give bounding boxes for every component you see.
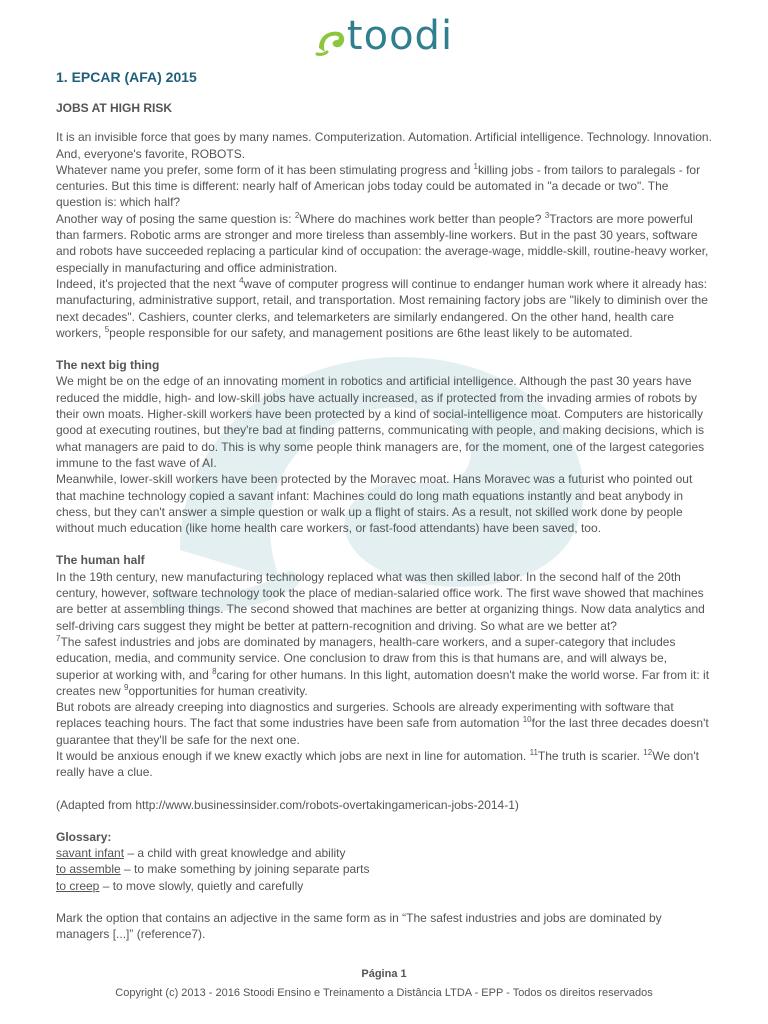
- reference-3: 3: [544, 210, 550, 220]
- copyright-notice: Copyright (c) 2013 - 2016 Stoodi Ensino e Treinamento a Distância LTDA - EPP - Todos os direitos reservados: [115, 987, 653, 999]
- reference-5: 5: [104, 324, 110, 334]
- reference-4: 4: [239, 275, 244, 285]
- reference-11: 11: [529, 747, 538, 757]
- reference-8: 8: [212, 666, 217, 676]
- article-title: JOBS AT HIGH RISK: [56, 101, 173, 115]
- glossary-term: to creep: [56, 878, 100, 893]
- reference-1: 1: [473, 161, 478, 171]
- glossary-item: to assemble – to make something by joining separate parts: [56, 862, 370, 877]
- logo-text: toodi: [346, 13, 454, 59]
- stoodi-leaf-icon: [315, 24, 349, 58]
- glossary-item: savant infant – a child with great knowledge and ability: [56, 846, 346, 861]
- glossary-term: to assemble: [56, 862, 121, 877]
- paragraph-7: In the 19th century, new manufacturing technology replaced what was then skilled labor. In the second half of the 20th century, however, software technology took the place of median-salaried office work. The first wave showed that machines are better at assembling things. The second showed that machines are better at organizing things. Now data analytics and self-driving cars suggest they might be better at pattern-recognition and driving. So what are we better at?: [56, 569, 705, 633]
- source-citation: (Adapted from http://www.businessinsider.com/robots-overtakingamerican-jobs-2014-1): [56, 797, 519, 812]
- paragraph-5: We might be on the edge of an innovating moment in robotics and artificial intelligence. Although the past 30 years have reduced the middle, high- and low-skill jobs have actually increased, as if protected from the invading armies of robots by their own moats. Higher-skill workers have been protected by a kind of social-intelligence moat. Computers are historically good at executing routines, but they're bad at finding patterns, communicating with people, and making decisions, which is what managers are paid to do. This is why some people think managers are, for the moment, one of the largest categories immune to the fast wave of AI.: [56, 374, 705, 470]
- page-number: Página 1: [361, 968, 407, 980]
- glossary-heading: Glossary:: [56, 829, 112, 844]
- section-heading-next-big-thing: The next big thing: [56, 358, 160, 373]
- paragraph-9: But robots are already creeping into diagnostics and surgeries. Schools are already experimenting with software that replaces teaching hours. The fact that some industries have been safe from automation $^{10}$for the last three decades doesn't guarantee that they'll be safe for the next one.: [56, 700, 709, 747]
- reference-7: 7: [56, 633, 61, 643]
- brand-logo[interactable]: [0, 14, 768, 58]
- paragraph-3: Another way of posing the same question is: $^2$Where do machines work better than people? $^3$Tractors are more powerful than farmers. Robotic arms are stronger and more tireless than assembly-line workers. But in the past 30 years, software and robots have succeeded replacing a particular kind of occupation: the average-wage, middle-skill, routine-heavy worker, especially in manufacturing and office administration.: [56, 210, 709, 275]
- section-heading-human-half: The human half: [56, 553, 145, 568]
- glossary-term: savant infant: [56, 846, 125, 861]
- reference-10: 10: [522, 715, 532, 725]
- document-body: [56, 60, 712, 943]
- reference-9: 9: [124, 682, 129, 692]
- paragraph-10: It would be anxious enough if we knew exactly which jobs are next in line for automation. $^{11}$The truth is scarier. $^{12}$We don't really have a clue.: [56, 747, 699, 780]
- paragraph-2: Whatever name you prefer, some form of it has been stimulating progress and $^1$killing jobs - from tailors to paralegals - for centuries. But this time is different: nearly half of American jobs today could be automated in "a decade or two". The question is: which half?: [56, 161, 701, 210]
- reference-2: 2: [294, 210, 300, 220]
- question-title: 1. EPCAR (AFA) 2015: [56, 69, 197, 85]
- paragraph-4: Indeed, it's projected that the next $^4$wave of computer progress will continue to endanger human work where it already has: manufacturing, administrative support, retail, and transportation. Most remaining factory jobs are "likely to diminish over the next decades". Cashiers, counter clerks, and telemarketers are similarly endangered. On the other hand, health care workers, $^5$people responsible for our safety, and management positions are 6the least likely to be automated.: [56, 275, 708, 340]
- paragraph-1: It is an invisible force that goes by many names. Computerization. Automation. Artificial intelligence. Technology. Innovation. And, everyone's favorite, ROBOTS.: [56, 130, 712, 161]
- glossary-item: to creep – to move slowly, quietly and carefully: [56, 878, 304, 893]
- paragraph-8: $^7$The safest industries and jobs are dominated by managers, health-care workers, and a super-category that includes education, media, and community service. One conclusion to draw from this is that humans are, and will always be, superior at working with, and $^8$caring for other humans. In this light, automation doesn't make the world worse. Far from it: it creates new $^9$opportunities for human creativity.: [56, 633, 710, 698]
- reference-12: 12: [643, 747, 653, 757]
- paragraph-6: Meanwhile, lower-skill workers have been protected by the Moravec moat. Hans Moravec was a futurist who pointed out that machine technology copied a savant infant: Machines could do long math equations instantly and beat anybody in chess, but they can't answer a simple question or walk up a flight of stairs. As a result, not skilled work done by people without much education (like home health care workers, or fast-food attendants) have been saved, too.: [56, 472, 693, 536]
- question-prompt: Mark the option that contains an adjective in the same form as in “The safest industries and jobs are dominated by managers [...]” (reference7).: [56, 911, 662, 942]
